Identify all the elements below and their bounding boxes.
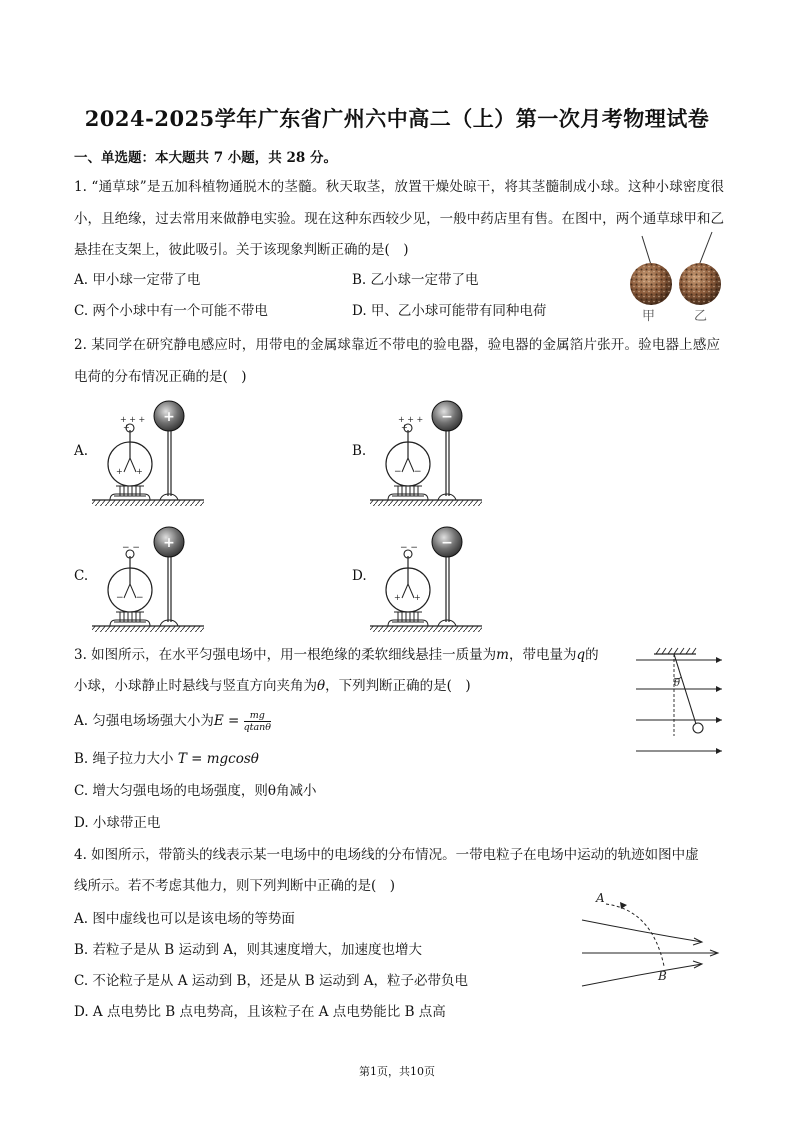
svg-text:− −: − −: [122, 543, 140, 553]
svg-text:−: −: [394, 467, 402, 477]
label-jia: 甲: [642, 309, 656, 324]
q2-figure-d: [370, 522, 485, 637]
page-title: 2024-2025学年广东省广州六中高二（上）第一次月考物理试卷: [84, 106, 710, 131]
sphere-sign-a: +: [163, 409, 175, 425]
point-a-label: A: [596, 891, 605, 905]
sphere-sign-c: +: [163, 535, 175, 551]
q2-option-d[interactable]: D.: [352, 568, 367, 584]
q4-option-b[interactable]: B. 若粒子是从 B 运动到 A，则其速度增大，加速度也增大: [74, 942, 423, 958]
svg-text:−: −: [414, 467, 422, 477]
q1-option-a[interactable]: A. 甲小球一定带了电: [74, 272, 201, 288]
q2-figure-b: [370, 396, 485, 511]
page-footer: 第1页，共10页: [359, 1065, 435, 1078]
q2-option-c[interactable]: C.: [74, 568, 89, 584]
q2-figure-a: [92, 396, 207, 511]
svg-text:− −: − −: [400, 543, 418, 553]
svg-text:+: +: [123, 423, 130, 432]
question-1-text: 1. “通草球”是五加科植物通脱木的茎髓。秋天取茎，放置干燥处晾干，将其茎髓制成小球。这种小球密度很小，且绝缘，过去常用来做静电实验。现在这种东西较少见，一般中药店里有售。在图中，两个通草球甲和乙悬挂在支架上，彼此吸引。关于该现象判断正确的是( ): [74, 179, 724, 258]
svg-text:−: −: [116, 593, 124, 603]
pith-ball-yi: [679, 263, 721, 305]
svg-text:+: +: [116, 467, 123, 476]
svg-text:+: +: [401, 423, 408, 432]
q4-option-c[interactable]: C. 不论粒子是从 A 运动到 B，还是从 B 运动到 A，粒子必带负电: [74, 973, 469, 989]
q1-option-b[interactable]: B. 乙小球一定带了电: [352, 272, 479, 288]
section-heading: 一、单选题：本大题共 7 小题，共 28 分。: [74, 150, 337, 166]
q4-field-lines-figure: [582, 890, 722, 990]
svg-text:−: −: [136, 593, 144, 603]
q3-option-a[interactable]: A. 匀强电场场强大小为E = $\frac{mg}{qtan\theta}$: [74, 710, 271, 733]
q4-option-d[interactable]: D. A 点电势比 B 点电势高，且该粒子在 A 点电势能比 B 点高: [74, 1004, 446, 1020]
svg-text:+: +: [136, 467, 143, 476]
q3-option-b[interactable]: B. 绳子拉力大小 T = mgcosθ: [74, 751, 259, 767]
label-yi: 乙: [694, 309, 708, 324]
q3-pendulum-figure: [636, 644, 726, 759]
q1-option-c[interactable]: C. 两个小球中有一个可能不带电: [74, 303, 268, 319]
sphere-sign-b: −: [441, 409, 453, 425]
theta-label: θ: [674, 678, 681, 689]
q3-line-2: 小球，小球静止时悬线与竖直方向夹角为θ，下列判断正确的是( ): [74, 678, 471, 694]
point-b-label: B: [658, 969, 667, 983]
q3-option-d[interactable]: D. 小球带正电: [74, 815, 161, 831]
q3-option-c[interactable]: C. 增大匀强电场的电场强度，则θ角减小: [74, 783, 317, 799]
svg-text:+ + +: + + +: [398, 415, 424, 424]
sphere-sign-d: −: [441, 535, 453, 551]
q2-figure-c: [92, 522, 207, 637]
q3-fraction: $\frac{mg}{qtan\theta}$: [243, 710, 271, 733]
q4-line-1: 4. 如图所示，带箭头的线表示某一电场中的电场线的分布情况。一带电粒子在电场中运动的轨迹如图中虚: [74, 847, 699, 863]
q2-option-b[interactable]: B.: [352, 443, 367, 459]
svg-text:+: +: [414, 593, 421, 602]
q4-line-2: 线所示。若不考虑其他力，则下列判断中正确的是( ): [74, 878, 396, 894]
q3-line-1: 3. 如图所示，在水平匀强电场中，用一根绝缘的柔软细线悬挂一质量为m，带电量为q的: [74, 647, 599, 663]
q4-option-a[interactable]: A. 图中虚线也可以是该电场的等势面: [74, 911, 295, 927]
svg-text:+: +: [394, 593, 401, 602]
pith-ball-jia: [630, 263, 672, 305]
q2-option-a[interactable]: A.: [74, 443, 89, 459]
svg-text:+ + +: + + +: [120, 415, 146, 424]
q1-option-d[interactable]: D. 甲、乙小球可能带有同种电荷: [352, 303, 547, 319]
q1-pith-balls-figure: [620, 228, 730, 323]
question-2-text: 2. 某同学在研究静电感应时，用带电的金属球靠近不带电的验电器，验电器的金属箔片张开。验电器上感应电荷的分布情况正确的是( ): [74, 337, 720, 385]
